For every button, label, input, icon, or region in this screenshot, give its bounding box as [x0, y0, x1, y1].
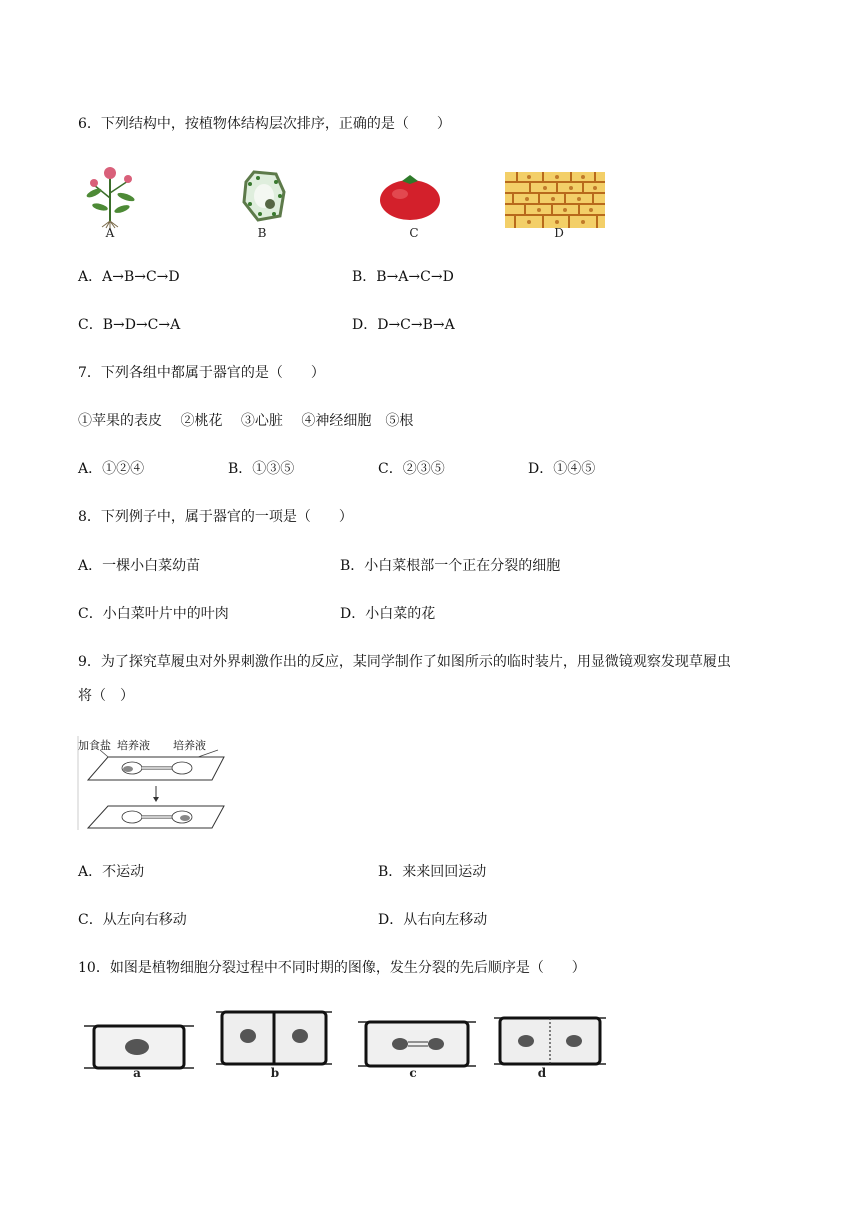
q6-label-d: D: [554, 226, 564, 240]
q8-option-d: D．小白菜的花: [340, 606, 436, 622]
q7-option-b: B．①③⑤: [228, 461, 295, 477]
q6-option-b: B．B→A→C→D: [352, 269, 454, 285]
q7-items: ①苹果的表皮 ②桃花 ③心脏 ④神经细胞 ⑤根: [78, 413, 414, 429]
q8-option-b: B．小白菜根部一个正在分裂的细胞: [340, 558, 561, 574]
q7-option-a: A．①②④: [78, 461, 145, 477]
tomato-image: [378, 172, 442, 222]
q9-option-a: A．不运动: [78, 864, 145, 880]
slide-diagram: [78, 736, 228, 832]
q10-label-c: c: [409, 1066, 417, 1080]
q10-label-d: d: [537, 1066, 547, 1080]
tissue-image: [505, 172, 605, 228]
q10-label-b: b: [270, 1066, 280, 1080]
q6-label-b: B: [257, 226, 267, 240]
q9-label-salt: 加食盐: [78, 739, 111, 752]
q9-label-culture-right: 培养液: [173, 739, 206, 752]
q10-stem: 10．如图是植物细胞分裂过程中不同时期的图像，发生分裂的先后顺序是（ ）: [78, 960, 586, 976]
q6-option-d: D．D→C→B→A: [352, 317, 455, 333]
q9-option-d: D．从右向左移动: [378, 912, 488, 928]
cell-division-a-image: [84, 1022, 194, 1072]
q8-option-c: C．小白菜叶片中的叶肉: [78, 606, 229, 622]
q8-stem: 8．下列例子中，属于器官的一项是（ ）: [78, 509, 353, 525]
q6-label-a: A: [105, 226, 115, 240]
q9-stem-line1: 9．为了探究草履虫对外界刺激作出的反应，某同学制作了如图所示的临时装片，用显微镜观察发现草履虫: [78, 654, 731, 670]
q9-option-c: C．从左向右移动: [78, 912, 187, 928]
plant-cell-image: [240, 170, 286, 222]
cell-division-d-image: [494, 1014, 606, 1068]
q7-option-c: C．②③⑤: [378, 461, 445, 477]
q7-stem: 7．下列各组中都属于器官的是（ ）: [78, 365, 325, 381]
q6-label-c: C: [409, 226, 419, 240]
q9-stem-line2: 将（ ）: [78, 688, 134, 704]
q7-option-d: D．①④⑤: [528, 461, 596, 477]
cell-division-b-image: [216, 1010, 332, 1066]
q6-stem: 6．下列结构中，按植物体结构层次排序，正确的是（ ）: [78, 116, 451, 132]
q8-option-a: A．一棵小白菜幼苗: [78, 558, 201, 574]
q9-label-culture-left: 培养液: [117, 739, 150, 752]
q9-option-b: B．来来回回运动: [378, 864, 487, 880]
q10-label-a: a: [133, 1066, 141, 1080]
cell-division-c-image: [358, 1018, 476, 1070]
q6-option-a: A．A→B→C→D: [78, 269, 180, 285]
plant-image: [80, 163, 142, 225]
q6-option-c: C．B→D→C→A: [78, 317, 181, 333]
